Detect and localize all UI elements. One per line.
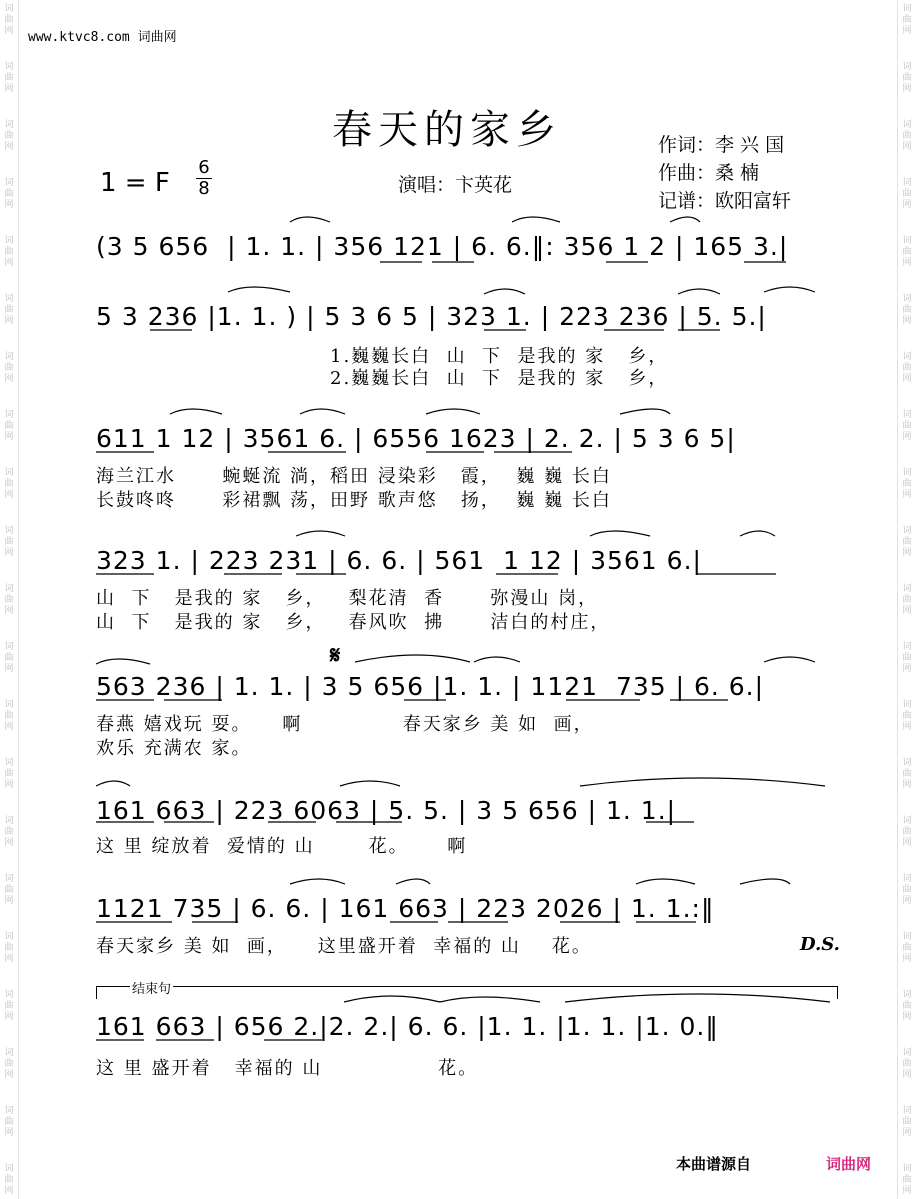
source-brand: 词曲网 xyxy=(826,1155,872,1173)
song-title: 春天的家乡 xyxy=(332,107,562,153)
notation-line: (3 5 656 | 1. 1. | 356 121 | 6. 6.‖: 356 1 2 | 165 3.| xyxy=(96,232,789,261)
notation-line: 563 236 | 1. 1. | 3 5 656 |1. 1. | 1121 735 | 6. 6.| xyxy=(96,672,765,701)
watermark-text: 词 曲 网 xyxy=(4,178,14,210)
source-label: 本曲谱源自 xyxy=(676,1155,752,1173)
lyric-line: 海兰江水 蜿蜒流 淌，稻田 浸染彩 霞， 巍 巍 长白 xyxy=(96,466,612,487)
singer-credit: 演唱：卞英花 xyxy=(398,174,513,196)
watermark-text: 词 曲 网 xyxy=(902,468,912,500)
composer-credit: 作曲：桑 楠 xyxy=(658,162,760,184)
notation-line: 611 1 12 | 3561 6. | 6556 1623 | 2. 2. | 5 3 6 5| xyxy=(96,424,736,453)
watermark-text: 词 曲 网 xyxy=(4,410,14,442)
watermark-text: 词 曲 网 xyxy=(902,410,912,442)
watermark-text: 词 曲 网 xyxy=(4,874,14,906)
watermark-text: 词 曲 网 xyxy=(902,816,912,848)
watermark-text: 词 曲 网 xyxy=(902,526,912,558)
watermark-text: 词 曲 网 xyxy=(4,816,14,848)
watermark-text: 词 曲 网 xyxy=(4,1048,14,1080)
dal-segno-mark: D.S. xyxy=(800,934,840,955)
notation-line: 5 3 236 |1. 1. ) | 5 3 6 5 | 323 1. | 223 236 | 5. 5.| xyxy=(96,302,767,331)
lyric-line: 山 下 是我的 家 乡， 梨花清 香 弥漫山 岗， xyxy=(96,588,599,609)
lyric-line: 春燕 嬉戏玩 耍。 啊 春天家乡 美 如 画， xyxy=(96,714,594,735)
transcriber-credit: 记谱：欧阳富轩 xyxy=(658,190,792,212)
watermark-text: 词 曲 网 xyxy=(902,1164,912,1196)
watermark-text: 词 曲 网 xyxy=(4,990,14,1022)
watermark-text: 词 曲 网 xyxy=(902,584,912,616)
watermark-text: 词 曲 网 xyxy=(902,178,912,210)
watermark-text: 词 曲 网 xyxy=(902,700,912,732)
watermark-text: 词 曲 网 xyxy=(4,700,14,732)
watermark-text: 词 曲 网 xyxy=(4,120,14,152)
watermark-text: 词 曲 网 xyxy=(4,294,14,326)
watermark-text: 词 曲 网 xyxy=(4,352,14,384)
watermark-text: 词 曲 网 xyxy=(4,584,14,616)
watermark-text: 词 曲 网 xyxy=(4,932,14,964)
watermark-text: 词 曲 网 xyxy=(4,1106,14,1138)
watermark-text: 词 曲 网 xyxy=(902,874,912,906)
notation-line: 161 663 | 656 2.|2. 2.| 6. 6. |1. 1. |1. 1. |1. 0.‖ xyxy=(96,1012,719,1041)
watermark-text: 词 曲 网 xyxy=(902,642,912,674)
watermark-text: 词 曲 网 xyxy=(902,236,912,268)
lyric-line: 山 下 是我的 家 乡， 春风吹 拂 洁白的村庄， xyxy=(96,612,611,633)
watermark-text: 词 曲 网 xyxy=(4,236,14,268)
lyric-line: 这 里 盛开着 幸福的 山 花。 xyxy=(96,1058,479,1079)
watermark-text: 词 曲 网 xyxy=(902,120,912,152)
lyric-line: 欢乐 充满农 家。 xyxy=(96,738,252,759)
lyric-line: 长鼓咚咚 彩裙飘 荡，田野 歌声悠 扬， 巍 巍 长白 xyxy=(96,490,612,511)
lyric-line: 春天家乡 美 如 画， 这里盛开着 幸福的 山 花。 xyxy=(96,936,592,957)
notation-line: 1121 735 | 6. 6. | 161 663 | 223 2026 | 1. 1.:‖ xyxy=(96,894,715,923)
watermark-text: 词 曲 网 xyxy=(902,990,912,1022)
lyric-line: 1.巍巍长白 山 下 是我的 家 乡， xyxy=(330,346,669,367)
watermark-text: 词 曲 网 xyxy=(902,62,912,94)
watermark-text: 词 曲 网 xyxy=(902,352,912,384)
ending-label: 结束句 xyxy=(130,978,173,997)
watermark-text: 词 曲 网 xyxy=(902,294,912,326)
key-signature: 1 = F xyxy=(100,168,170,198)
watermark-text: 词 曲 网 xyxy=(902,1106,912,1138)
watermark-text: 词 曲 网 xyxy=(4,526,14,558)
notation-line: 323 1. | 223 231 | 6. 6. | 561 1 12 | 3561 6.| xyxy=(96,546,702,575)
notation-line: 161 663 | 223 6063 | 5. 5. | 3 5 656 | 1. 1.| xyxy=(96,796,677,825)
time-signature-top: 6 xyxy=(198,157,210,178)
watermark-text: 词 曲 网 xyxy=(4,62,14,94)
watermark-text: 词 曲 网 xyxy=(4,468,14,500)
watermark-text: 词 曲 网 xyxy=(902,758,912,790)
watermark-text: 词 曲 网 xyxy=(4,642,14,674)
lyric-line: 2.巍巍长白 山 下 是我的 家 乡， xyxy=(330,368,669,389)
segno-sign: 𝄋 xyxy=(330,640,341,669)
site-url: www.ktvc8.com 词曲网 xyxy=(28,30,177,45)
watermark-text: 词 曲 网 xyxy=(902,1048,912,1080)
watermark-text: 词 曲 网 xyxy=(902,4,912,36)
watermark-text: 词 曲 网 xyxy=(4,758,14,790)
watermark-text: 词 曲 网 xyxy=(4,1164,14,1196)
watermark-text: 词 曲 网 xyxy=(902,932,912,964)
watermark-text: 词 曲 网 xyxy=(4,4,14,36)
time-signature-bottom: 8 xyxy=(196,178,212,199)
lyric-line: 这 里 绽放着 爱情的 山 花。 啊 xyxy=(96,836,468,857)
lyricist-credit: 作词：李 兴 国 xyxy=(658,134,785,156)
